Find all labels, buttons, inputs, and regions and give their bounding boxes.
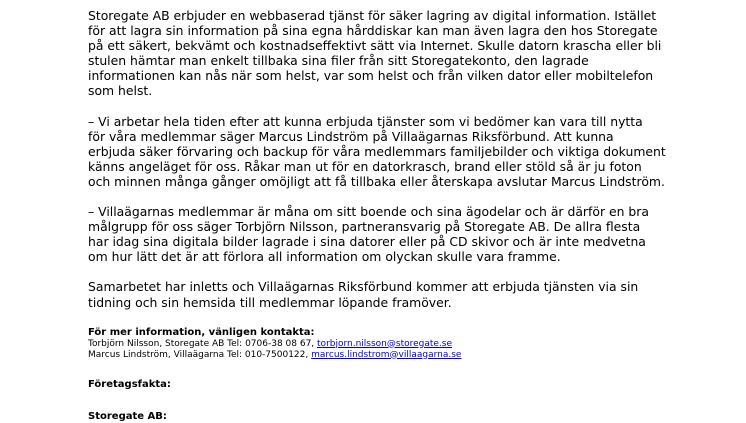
contact-heading: För mer information, vänligen kontakta: xyxy=(88,326,315,338)
text-line: på ett säkert, bekvämt och kostnadseffektivt sätt via Internet. Skulle datorn krascha eller bli xyxy=(88,38,662,54)
text-line: – Villaägarnas medlemmar är måna om sitt boende och sina ägodelar och är därför en bra xyxy=(88,204,649,220)
text-line: om hur lätt det är att förlora all information om olyckan skulle vara framme. xyxy=(88,249,561,265)
text-line: stulen hämtar man enkelt tillbaka sina filer från sitt Storegatekonto, den lagrade xyxy=(88,53,589,69)
text-line: tidning och sin hemsida till medlemmar löpande framöver. xyxy=(88,294,452,310)
text-line: informationen kan nås när som helst, var som helst och från vilken dator eller mobiltelefon xyxy=(88,68,654,84)
text-line: har idag sina digitala bilder lagrade i sina datorer eller på CD skivor och är inte medvetna xyxy=(88,234,646,250)
text-line: som helst. xyxy=(88,83,153,99)
intro-paragraph xyxy=(88,8,708,99)
collaboration-paragraph xyxy=(88,279,708,309)
contact-line-lindstrom xyxy=(88,350,708,361)
text-line: och minnen många gånger omöjligt att få tillbaka eller återskapa avslutar Marcus Lindström. xyxy=(88,173,665,189)
text-line: – Vi arbetar hela tiden efter att kunna erbjuda tjänster som vi bedömer kan vara till nytta xyxy=(88,113,643,129)
text-line: för våra medlemmar säger Marcus Lindström på Villaägarnas Riksförbund. Att kunna xyxy=(88,128,614,144)
contact-text: Marcus Lindström, Villaägarna Tel: 010-7500122, xyxy=(88,349,312,360)
press-release-document xyxy=(88,8,708,423)
quote-nilsson-paragraph xyxy=(88,204,708,264)
contact-line-nilsson xyxy=(88,339,708,350)
email-link-lindstrom[interactable]: marcus.lindstrom@villaagarna.se xyxy=(311,349,462,360)
text-line: känns angeläget för oss. Råkar man ut för en datorkrasch, brand eller stöld så är ju foton xyxy=(88,158,642,174)
text-line: Storegate AB erbjuder en webbaserad tjänst för säker lagring av digital information. Istället xyxy=(88,8,657,23)
text-line: för att lagra sin information på sina egna hårddiskar kan man även lagra den hos Storegate xyxy=(88,23,658,39)
text-line: målgrupp för oss säger Torbjörn Nilsson, partneransvarig på Storegate AB. De allra flesta xyxy=(88,219,641,235)
contact-text: Torbjörn Nilsson, Storegate AB Tel: 0706-38 08 67, xyxy=(88,338,318,349)
text-line: erbjuda säker förvaring och backup för våra medlemmars familjebilder och viktiga dokument xyxy=(88,143,666,159)
text-line: Samarbetet har inletts och Villaägarnas Riksförbund kommer att erbjuda tjänsten via sin xyxy=(88,279,639,295)
email-link-nilsson[interactable]: torbjorn.nilsson@storegate.se xyxy=(317,338,453,349)
storegate-heading: Storegate AB: xyxy=(88,410,167,422)
company-facts-heading: Företagsfakta: xyxy=(88,378,171,390)
quote-lindstrom-paragraph xyxy=(88,114,708,189)
